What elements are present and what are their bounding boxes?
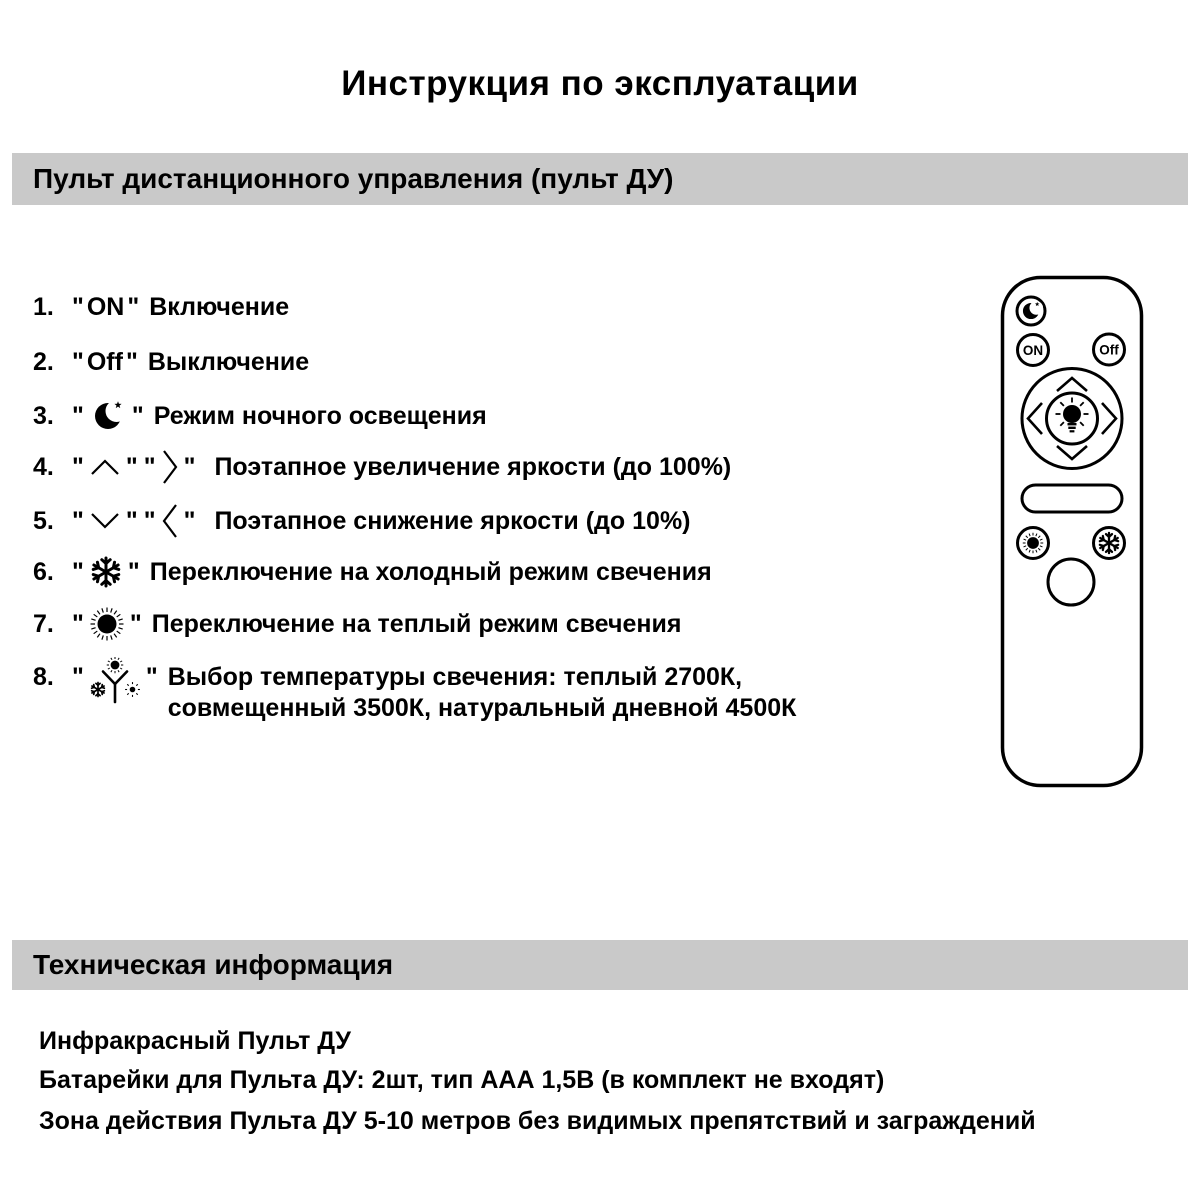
list-item-3	[33, 394, 487, 438]
chevron-up-icon	[89, 457, 121, 477]
quote-mark: "	[125, 452, 138, 481]
item-text-line1: Выбор температуры свечения: теплый 2700К,	[167, 663, 743, 691]
item-number: 7.	[33, 609, 54, 638]
quote-mark: "	[72, 557, 84, 586]
quote-mark: "	[72, 506, 84, 535]
item-text: Включение	[149, 292, 290, 321]
quote-mark: "	[125, 347, 138, 376]
item-number: 6.	[33, 557, 54, 586]
item-text: Переключение на холодный режим свечения	[149, 557, 712, 586]
quote-mark: "	[127, 292, 140, 321]
section-header-tech-label: Техническая информация	[33, 949, 394, 980]
list-item-6	[33, 550, 712, 594]
chevron-down-icon	[89, 511, 121, 531]
tech-line-2: Батарейки для Пульта ДУ: 2шт, тип ААА 1,5В (в комплект не входят)	[39, 1066, 885, 1094]
item-number: 1.	[33, 292, 54, 321]
quote-mark: "	[72, 452, 84, 481]
list-item-2	[33, 340, 309, 384]
remote-control-drawing	[1000, 275, 1145, 789]
quote-mark: "	[143, 506, 156, 535]
item-text: Переключение на теплый режим свечения	[151, 609, 682, 638]
quote-mark: "	[72, 401, 84, 430]
tech-line-3: Зона действия Пульта ДУ 5-10 метров без видимых препятствий и заграждений	[39, 1107, 1036, 1135]
item-number: 2.	[33, 347, 54, 376]
list-item-7	[33, 602, 681, 646]
quote-mark: "	[129, 609, 142, 638]
angle-left-icon	[161, 500, 179, 542]
item-text-block	[168, 662, 797, 724]
on-button-label: ON	[86, 292, 125, 321]
quote-mark: "	[183, 506, 196, 535]
item-text: Поэтапное увеличение яркости (до 100%)	[214, 452, 732, 481]
angle-right-icon	[161, 446, 179, 488]
item-text: Выключение	[147, 347, 310, 376]
quote-mark: "	[72, 663, 84, 691]
page-title: Инструкция по эксплуатации	[341, 64, 859, 103]
quote-mark: "	[72, 292, 84, 321]
item-text: Режим ночного освещения	[153, 401, 487, 430]
item-number: 5.	[33, 506, 54, 535]
sun-icon	[89, 606, 125, 642]
section-header-remote-label: Пульт дистанционного управления (пульт ДУ)	[33, 163, 674, 194]
quote-mark: "	[145, 663, 158, 691]
quote-mark: "	[183, 452, 196, 481]
snowflake-icon	[89, 555, 123, 589]
item-text-line2: совмещенный 3500К, натуральный дневной 4500К	[167, 694, 797, 722]
color-temperature-select-icon	[89, 657, 141, 709]
remote-on-label: ON	[1022, 343, 1044, 358]
quote-mark: "	[125, 506, 138, 535]
tech-line-1: Инфракрасный Пульт ДУ	[39, 1027, 351, 1055]
crescent-moon-star-icon	[89, 397, 127, 435]
item-number: 4.	[33, 452, 54, 481]
list-item-4	[33, 445, 731, 489]
list-item-8	[33, 662, 796, 724]
quote-mark: "	[127, 557, 140, 586]
quote-mark: "	[131, 401, 144, 430]
quote-mark: "	[72, 347, 84, 376]
section-header-remote	[12, 153, 1188, 205]
quote-mark: "	[72, 609, 84, 638]
list-item-1	[33, 285, 289, 329]
item-number: 8.	[33, 663, 54, 691]
off-button-label: Off	[86, 347, 123, 376]
item-number: 3.	[33, 401, 54, 430]
item-text: Поэтапное снижение яркости (до 10%)	[214, 506, 691, 535]
list-item-5	[33, 499, 691, 543]
remote-off-label: Off	[1099, 342, 1119, 358]
section-header-tech	[12, 940, 1188, 990]
quote-mark: "	[143, 452, 156, 481]
